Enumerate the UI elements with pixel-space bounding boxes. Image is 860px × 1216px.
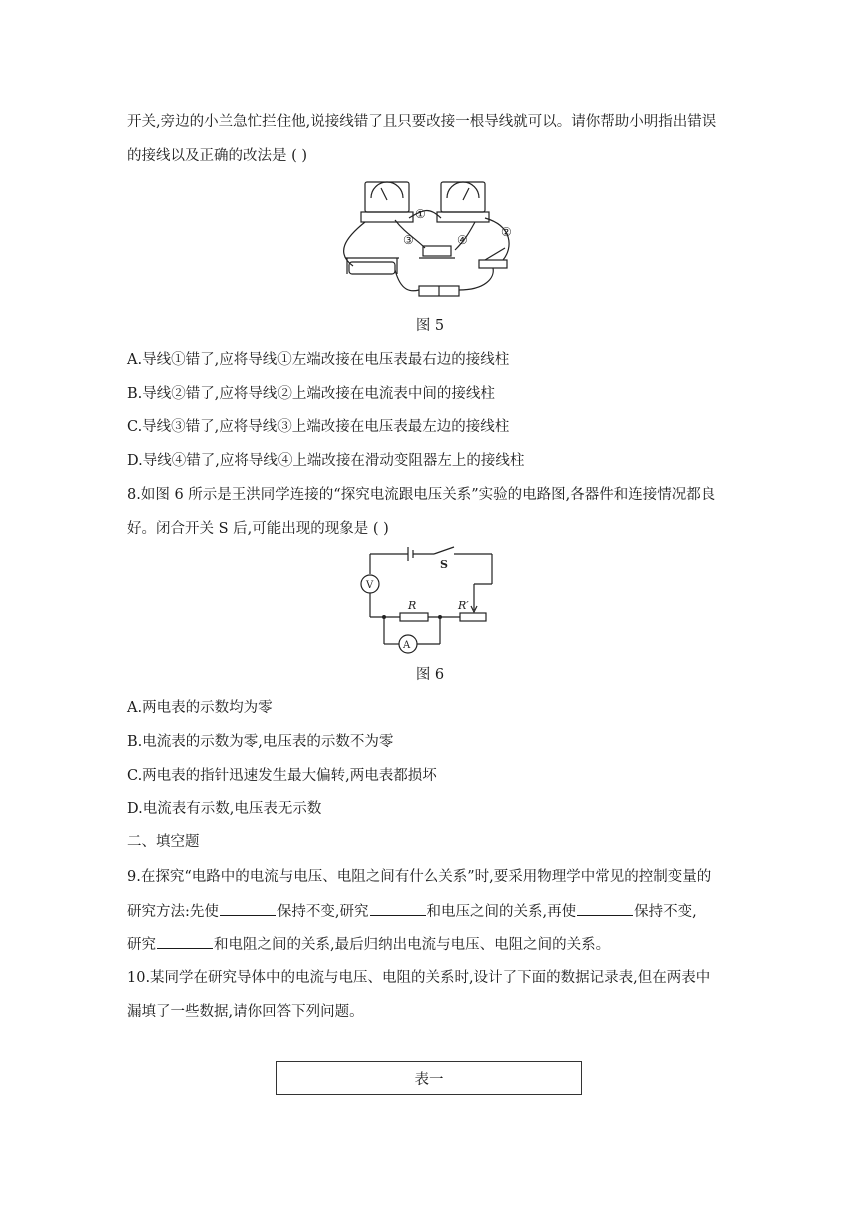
q10-line-1: 10.某同学在研究导体中的电流与电压、电阻的关系时,设计了下面的数据记录表,但在两表中 xyxy=(127,970,711,986)
q7-option-b: B.导线②错了,应将导线②上端改接在电流表中间的接线柱 xyxy=(127,386,495,402)
figure-6-circuit xyxy=(358,544,500,658)
q8-option-c: C.两电表的指针迅速发生最大偏转,两电表都损坏 xyxy=(127,768,437,784)
switch-blade xyxy=(434,547,454,554)
q9-text-c: 和电压之间的关系,再使 xyxy=(426,904,577,920)
rheostat-symbol xyxy=(460,613,486,621)
table-1-title: 表一 xyxy=(414,1071,444,1088)
q9-text-a: 研究方法:先使 xyxy=(127,904,219,920)
q8-option-b: B.电流表的示数为零,电压表的示数不为零 xyxy=(127,734,394,750)
ammeter-label: A xyxy=(403,640,411,651)
resistor-device xyxy=(423,246,451,256)
q9-text-f: 和电阻之间的关系,最后归纳出电流与电压、电阻之间的关系。 xyxy=(214,937,611,953)
q8-line-1: 8.如图 6 所示是王洪同学连接的“探究电流跟电压关系”实验的电路图,各器件和连接情况都良 xyxy=(127,487,716,503)
q9-text-e: 研究 xyxy=(127,937,156,953)
q9-text-d: 保持不变, xyxy=(634,904,697,920)
section-title-fill-in: 二、填空题 xyxy=(127,834,200,850)
q9-line-3 xyxy=(127,934,610,955)
fig5-label-2: ② xyxy=(501,225,512,239)
fig5-label-1: ① xyxy=(415,207,426,221)
q9-blank-2[interactable] xyxy=(370,901,426,916)
switch-label: S xyxy=(440,558,448,571)
q9-line-2 xyxy=(127,901,697,922)
rheostat-device xyxy=(349,262,395,274)
q7-option-a: A.导线①错了,应将导线①左端改接在电压表最右边的接线柱 xyxy=(127,352,510,368)
q7-option-c: C.导线③错了,应将导线③上端改接在电压表最左边的接线柱 xyxy=(127,419,510,435)
q10-line-2: 漏填了一些数据,请你回答下列问题。 xyxy=(127,1004,364,1020)
figure-5-caption: 图 5 xyxy=(415,318,445,334)
q9-line-1: 9.在探究“电路中的电流与电压、电阻之间有什么关系”时,要采用物理学中常见的控制变量的 xyxy=(127,869,712,885)
fig5-label-4: ④ xyxy=(457,233,468,247)
q8-option-d: D.电流表有示数,电压表无示数 xyxy=(127,801,322,817)
resistor-label: R xyxy=(408,599,417,612)
rheostat-label: R′ xyxy=(458,599,469,612)
resistor-symbol xyxy=(400,613,428,621)
fig5-label-3: ③ xyxy=(403,233,414,247)
q8-option-a: A.两电表的示数均为零 xyxy=(127,700,273,716)
q9-text-b: 保持不变,研究 xyxy=(276,904,369,920)
table-1-header xyxy=(276,1061,582,1095)
intro-line-2: 的接线以及正确的改法是 ( ) xyxy=(127,148,308,164)
figure-6-caption: 图 6 xyxy=(415,667,445,683)
q9-blank-1[interactable] xyxy=(220,901,276,916)
q9-blank-4[interactable] xyxy=(157,934,213,949)
figure-5-circuit xyxy=(335,178,527,300)
q8-line-2: 好。闭合开关 S 后,可能出现的现象是 ( ) xyxy=(127,521,389,537)
q7-option-d: D.导线④错了,应将导线④上端改接在滑动变阻器左上的接线柱 xyxy=(127,453,525,469)
intro-line-1: 开关,旁边的小兰急忙拦住他,说接线错了且只要改接一根导线就可以。请你帮助小明指出错误 xyxy=(127,114,717,130)
switch-device xyxy=(479,260,507,268)
voltmeter-label: V xyxy=(366,580,374,591)
q9-blank-3[interactable] xyxy=(577,901,633,916)
